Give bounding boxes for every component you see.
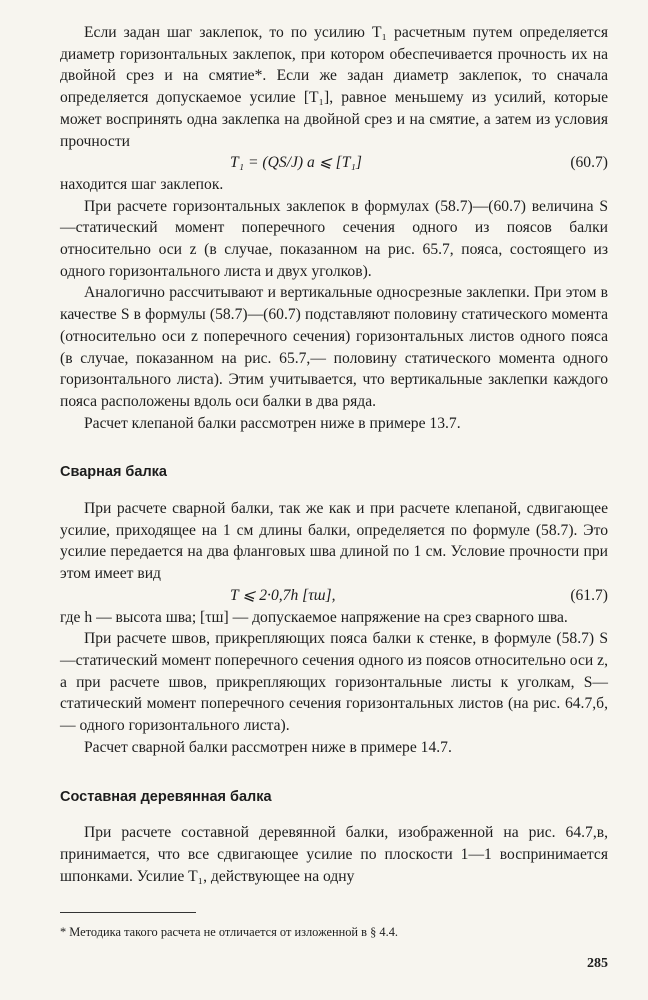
- formula-number: (60.7): [570, 154, 608, 172]
- paragraph: Аналогично рассчитывают и вертикальные односрезные заклепки. При этом в качестве S в формулы (58.7)—(60.7) подставляют половину статического момента (относительно оси z поперечного сечения) горизонтальных листов одного пояса (в случае, показанном на рис. 65.7,— половину статического момента одного горизонтального листа). Этим учитывается, что вертикальные заклепки каждого пояса расположены вдоль оси балки в два ряда.: [60, 284, 608, 410]
- formula-number: (61.7): [570, 586, 608, 604]
- formula-61-7: [60, 585, 608, 607]
- main-text: [60, 22, 608, 887]
- formula-60-7: [60, 152, 608, 174]
- footnote-divider: [60, 912, 196, 913]
- footnote: * Методика такого расчета не отличается от изложенной в § 4.4.: [60, 925, 398, 939]
- formula-expression: T ⩽ 2·0,7h [τш],: [230, 586, 336, 604]
- section-heading-timber-beam: Составная деревянная балка: [60, 788, 272, 805]
- paragraph: При расчете составной деревянной балки, изображенной на рис. 64.7,в, принимается, что все сдвигающее усилие по плоскости 1—1 воспринимается шпонками. Усилие T₁, действующее на одну: [60, 824, 608, 885]
- paragraph: Расчет сварной балки рассмотрен ниже в примере 14.7.: [84, 738, 452, 756]
- page-number: 285: [587, 956, 608, 971]
- paragraph: При расчете сварной балки, так же как и при расчете клепаной, сдвигающее усилие, приходящее на 1 см длины балки, определяется по формуле (58.7). Это усилие передается на два фланговых шва длиной по 1 см. Условие прочности при этом имеет вид: [60, 500, 608, 583]
- formula-expression: T₁ = (QS/J) a ⩽ [T₁]: [230, 154, 362, 172]
- paragraph: находится шаг заклепок.: [60, 175, 224, 193]
- paragraph: При расчете горизонтальных заклепок в формулах (58.7)—(60.7) величина S—статический момент поперечного сечения одного из поясов балки относительно оси z (в случае, показанном на рис. 65.7, пояса, состоящего из одного горизонтального листа и двух уголков).: [60, 197, 608, 280]
- paragraph: При расчете швов, прикрепляющих пояса балки к стенке, в формуле (58.7) S—статический момент поперечного сечения одного из поясов относительно оси z, а при расчете швов, прикрепляющих горизонтальные листы к уголкам, S—статический момент поперечного сечения горизонтальных листов (на рис. 64.7,б,— одного горизонтального листа).: [60, 630, 608, 735]
- section-heading-welded-beam: Сварная балка: [60, 464, 167, 481]
- paragraph: где h — высота шва; [τш] — допускаемое напряжение на срез сварного шва.: [60, 608, 568, 626]
- paragraph: Если задан шаг заклепок, то по усилию T₁ расчетным путем определяется диаметр горизонтальных заклепок, при котором обеспечивается прочность их на двойной срез и на смятие*. Если же задан диаметр заклепок, то сначала определяется допускаемое усилие [T₁], равное меньшему из усилий, которые может воспринять одна заклепка на двойной срез и на смятие, а затем из условия прочности: [60, 24, 608, 150]
- paragraph: Расчет клепаной балки рассмотрен ниже в примере 13.7.: [84, 414, 461, 432]
